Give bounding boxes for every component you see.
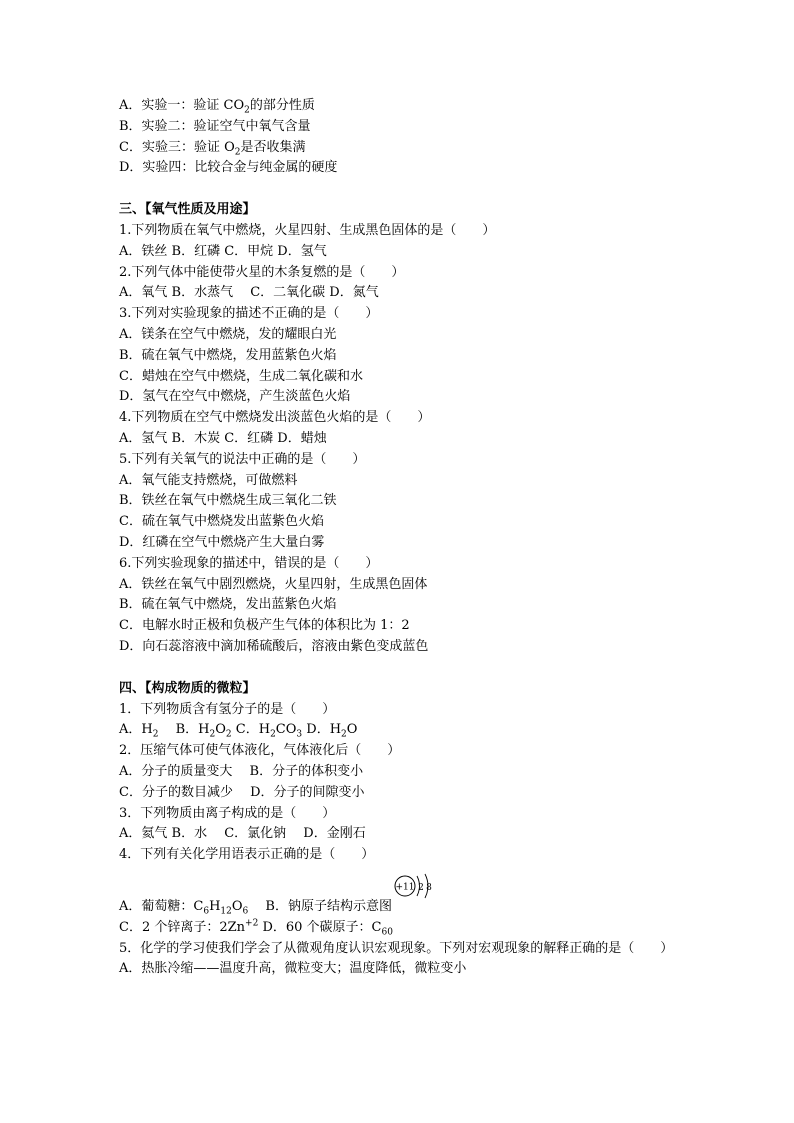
option-line: C．电解水时正极和负极产生气体的体积比为 1：2 [119,618,410,634]
spacer [119,658,699,679]
question-text: 1.下列物质在氧气中燃烧，火星四射、生成黑色固体的是（ ） [119,222,496,238]
option-line: A．氦气 B．水 C．氯化钠 D．金刚石 [119,826,366,842]
section-heading: 四、【构成物质的微粒】 [119,680,256,696]
option-line: B．铁丝在氧气中燃烧生成三氧化二铁 [119,493,337,509]
option-text: A．H [119,722,153,738]
option-text: C．实验三：验证 O [119,139,235,155]
subscript: 2 [270,729,276,740]
subscript: 60 [381,927,393,938]
subscript: 2 [341,729,347,740]
subscript: 2 [244,105,250,116]
option-text: A．实验一：验证 CO [119,98,245,113]
question-text: 5．化学的学习使我们学会了从微观角度认识宏观现象。下列对宏观现象的解释正确的是（ ） [119,940,674,956]
question-text: 2.下列气体中能使带火星的木条复燃的是（ ） [119,264,405,280]
option-line: A．氧气能支持燃烧，可做燃料 [119,472,298,488]
option-line: A．氧气 B．水蒸气 C．二氧化碳 D．氮气 [119,285,379,301]
question-text: 6.下列实验现象的描述中，错误的是（ ） [119,555,379,571]
superscript: +2 [245,918,259,929]
question-text: 2．压缩气体可使气体液化，气体液化后（ ） [119,743,401,759]
option-text: 是否收集满 [240,139,306,155]
option-line: B．硫在氧气中燃烧，发出蓝紫色火焰 [119,597,337,613]
option-line [119,96,699,117]
option-line: A．分子的质量变大 B．分子的体积变小 [119,763,364,779]
subscript: 2 [152,729,159,740]
option-line: A．铁丝在氧气中剧烈燃烧，火星四射，生成黑色固体 [119,576,428,592]
subscript: 2 [234,147,241,158]
option-text: D．60 个碳原子：C [258,919,382,935]
option-line: A．铁丝 B．红磷 C．甲烷 D．氢气 [119,243,327,259]
option-text: D．H [302,722,342,738]
question-text: 1．下列物质含有氢分子的是（ ） [119,701,336,717]
option-line: D．向石蕊溶液中滴加稀硫酸后，溶液由紫色变成蓝色 [119,638,429,654]
option-text: C．H [231,722,271,738]
option-line [119,138,699,159]
question-text: 3.下列对实验现象的描述不正确的是（ ） [119,306,379,322]
option-text: A．葡萄糖：C [119,899,204,915]
question-text: 5.下列有关氧气的说法中正确的是（ ） [119,451,366,467]
option-line: D．氢气在空气中燃烧，产生淡蓝色火焰 [119,389,351,405]
option-text: CO [275,722,297,738]
option-line: B．实验二：验证空气中氧气含量 [119,118,311,134]
nucleus-charge: +11 [395,882,415,893]
atom-diagram-svg [391,866,451,906]
option-text: H [209,899,221,915]
section-heading: 三、【氧气性质及用途】 [119,202,256,218]
sodium-atom-structure-diagram [391,866,451,906]
option-line: C．分子的数目减少 D．分子的间隙变小 [119,784,365,800]
option-line: C．硫在氧气中燃烧发出蓝紫色火焰 [119,514,324,530]
option-line: D．红磷在空气中燃烧产生大量白雾 [119,534,325,550]
spacer [119,179,699,200]
option-text: O [346,722,358,738]
question-with-diagram [119,866,699,918]
subscript: 3 [296,729,303,740]
option-text: O [231,899,243,915]
option-text: 的部分性质 [249,98,315,113]
subscript: 2 [209,729,216,740]
option-line: D．实验四：比较合金与纯金属的硬度 [119,160,338,176]
subscript: 2 [225,729,232,740]
option-text: C．2 个锌离子：2Zn [119,919,246,935]
option-line: A．镁条在空气中燃烧，发的耀眼白光 [119,326,337,342]
option-text: B．钠原子结构示意图 [248,899,392,915]
subscript: 6 [242,906,249,917]
option-line [119,918,699,939]
option-line [119,720,699,741]
shell-electron-count: 8 [426,882,432,893]
option-text: O [215,722,226,738]
option-line: A．氢气 B．木炭 C．红磷 D．蜡烛 [119,430,327,446]
question-text: 3．下列物质由离子构成的是（ ） [119,805,336,821]
question-text: 4．下列有关化学用语表示正确的是（ ） [119,847,375,863]
option-line: B．硫在氧气中燃烧，发用蓝紫色火焰 [119,347,337,363]
option-line [119,897,392,918]
shell-electron-count: 2 [418,882,424,893]
subscript: 6 [203,906,210,917]
subscript: 12 [220,906,232,917]
document-page [119,96,699,980]
question-text: 4.下列物质在空气中燃烧发出淡蓝色火焰的是（ ） [119,410,431,426]
option-text: B．H [158,722,210,738]
option-line: A．热胀冷缩——温度升高，微粒变大；温度降低，微粒变小 [119,961,467,977]
option-line: C．蜡烛在空气中燃烧，生成二氧化碳和水 [119,368,363,384]
